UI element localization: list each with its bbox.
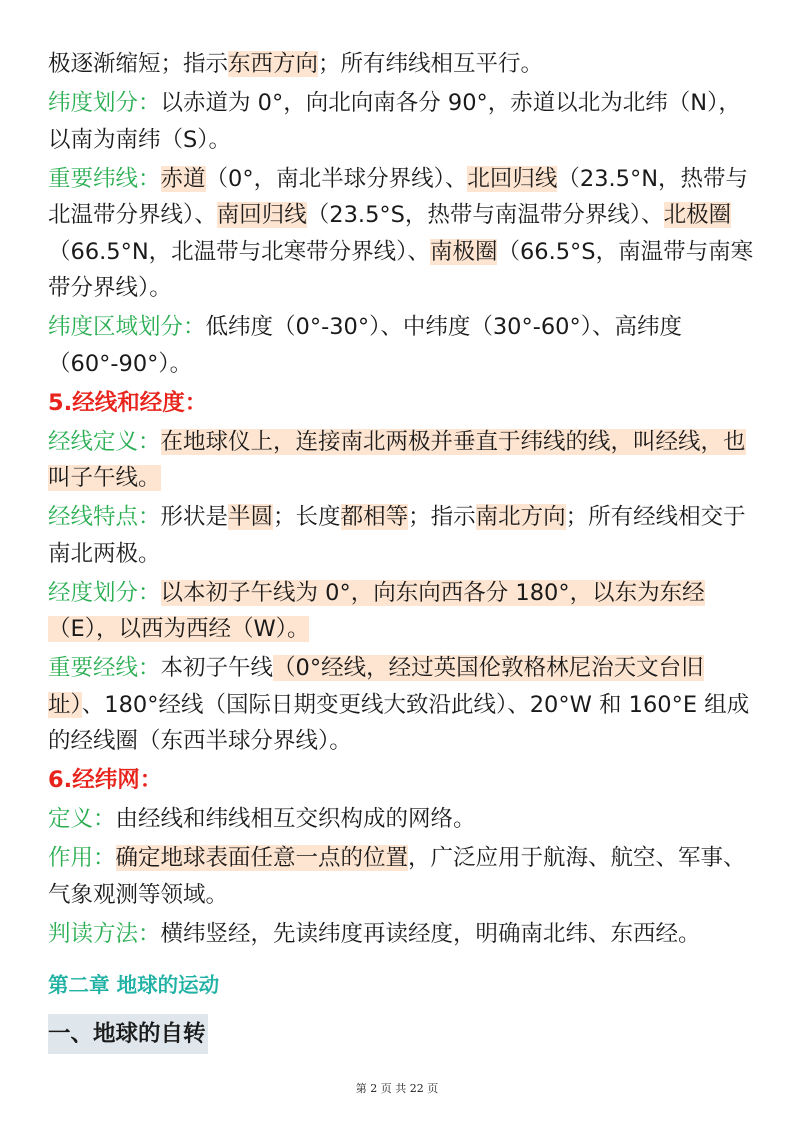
term-label: 重要经线：	[48, 655, 161, 681]
highlight-tropic-capricorn: 南回归线	[216, 202, 307, 228]
text: 低纬度（0°-30°）、中纬度（30°-60°）、高纬度（60°-90°）。	[48, 314, 682, 377]
highlight-division: 以本初子午线为 0°，向东向西各分 180°，以东为东经（E），以西为西经（W）。	[48, 579, 705, 642]
paragraph-important-meridians	[48, 650, 754, 760]
term-label: 经线特点：	[48, 504, 161, 530]
highlight-east-west: 东西方向	[228, 51, 319, 77]
text: 由经线和纬线相互交织构成的网络。	[115, 806, 476, 832]
text: ；所有纬线相互平行。	[318, 51, 544, 77]
text: 横纬竖经，先读纬度再读经度，明确南北纬、东西经。	[160, 920, 701, 947]
section-heading-longitude: 5.经线和经度：	[48, 389, 208, 416]
section-heading-graticule: 6.经纬网：	[48, 767, 163, 793]
text: 、180°经线（国际日期变更线大致沿此线）、20°W 和 160°E 组成的经线圈（东西半球分界线）。	[48, 691, 750, 754]
term-label: 判读方法：	[48, 920, 161, 947]
text: 极逐渐缩短；指示	[48, 51, 229, 77]
paragraph-latitude-direction	[48, 46, 754, 83]
subsection-heading: 一、地球的自转	[48, 1014, 208, 1054]
highlight-greenwich: （0°经线，经过英国伦敦格林尼治天文台旧址）	[48, 655, 704, 718]
term-label: 纬度划分：	[48, 90, 161, 116]
term-label: 定义：	[48, 806, 116, 832]
highlight-tropic-cancer: 北回归线	[467, 165, 558, 192]
term-label: 重要纬线：	[48, 165, 161, 192]
paragraph-meridian-definition	[48, 424, 754, 497]
paragraph-important-latitudes	[48, 161, 754, 307]
highlight-antarctic-circle: 南极圈	[429, 238, 498, 265]
text: 以赤道为 0°，向北向南各分 90°，赤道以北为北纬（N），以南为南纬（S）。	[48, 90, 741, 153]
text: （66.5°S，南温带与南寒带分界线）。	[48, 238, 754, 301]
text: ，广泛应用于航海、航空、军事、气象观测等领域。	[48, 845, 746, 908]
highlight-definition: 在地球仪上，连接南北两极并垂直于纬线的线，叫经线，也叫子午线。	[48, 428, 746, 491]
term-label: 经线定义：	[48, 428, 161, 455]
text: 形状是	[160, 504, 229, 530]
text: ；长度	[273, 504, 341, 530]
page-footer: 第 2 页 共 22 页	[355, 1082, 439, 1095]
highlight-equator: 赤道	[160, 165, 206, 192]
highlight-north-south: 南北方向	[475, 504, 566, 530]
highlight-position: 确定地球表面任意一点的位置	[115, 845, 409, 871]
highlight-arctic-circle: 北极圈	[663, 202, 732, 228]
paragraph-latitude-zones	[48, 309, 754, 382]
text: （0°，南北半球分界线）、	[205, 165, 468, 192]
paragraph-reading-method	[48, 916, 754, 953]
paragraph-longitude-division	[48, 575, 754, 648]
text: （23.5°S，热带与南温带分界线）、	[306, 202, 664, 228]
highlight-semicircle: 半圆	[228, 504, 274, 530]
term-label: 纬度区域划分：	[48, 314, 206, 340]
term-label: 经度划分：	[48, 579, 161, 606]
highlight-equal-length: 都相等	[340, 504, 409, 530]
paragraph-meridian-features	[48, 499, 754, 572]
paragraph-latitude-division	[48, 85, 754, 158]
document-body	[48, 46, 754, 1054]
text: （66.5°N，北温带与北寒带分界线）、	[48, 238, 430, 265]
paragraph-graticule-use	[48, 840, 754, 913]
paragraph-graticule-definition	[48, 801, 754, 838]
text: （23.5°N，热带与北温带分界线）、	[48, 165, 749, 228]
term-label: 作用：	[48, 845, 116, 871]
text: ；所有经线相交于南北两极。	[48, 504, 746, 567]
chapter-heading: 第二章 地球的运动	[48, 973, 220, 997]
text: ；指示	[408, 504, 476, 530]
text: 本初子午线	[160, 655, 274, 681]
